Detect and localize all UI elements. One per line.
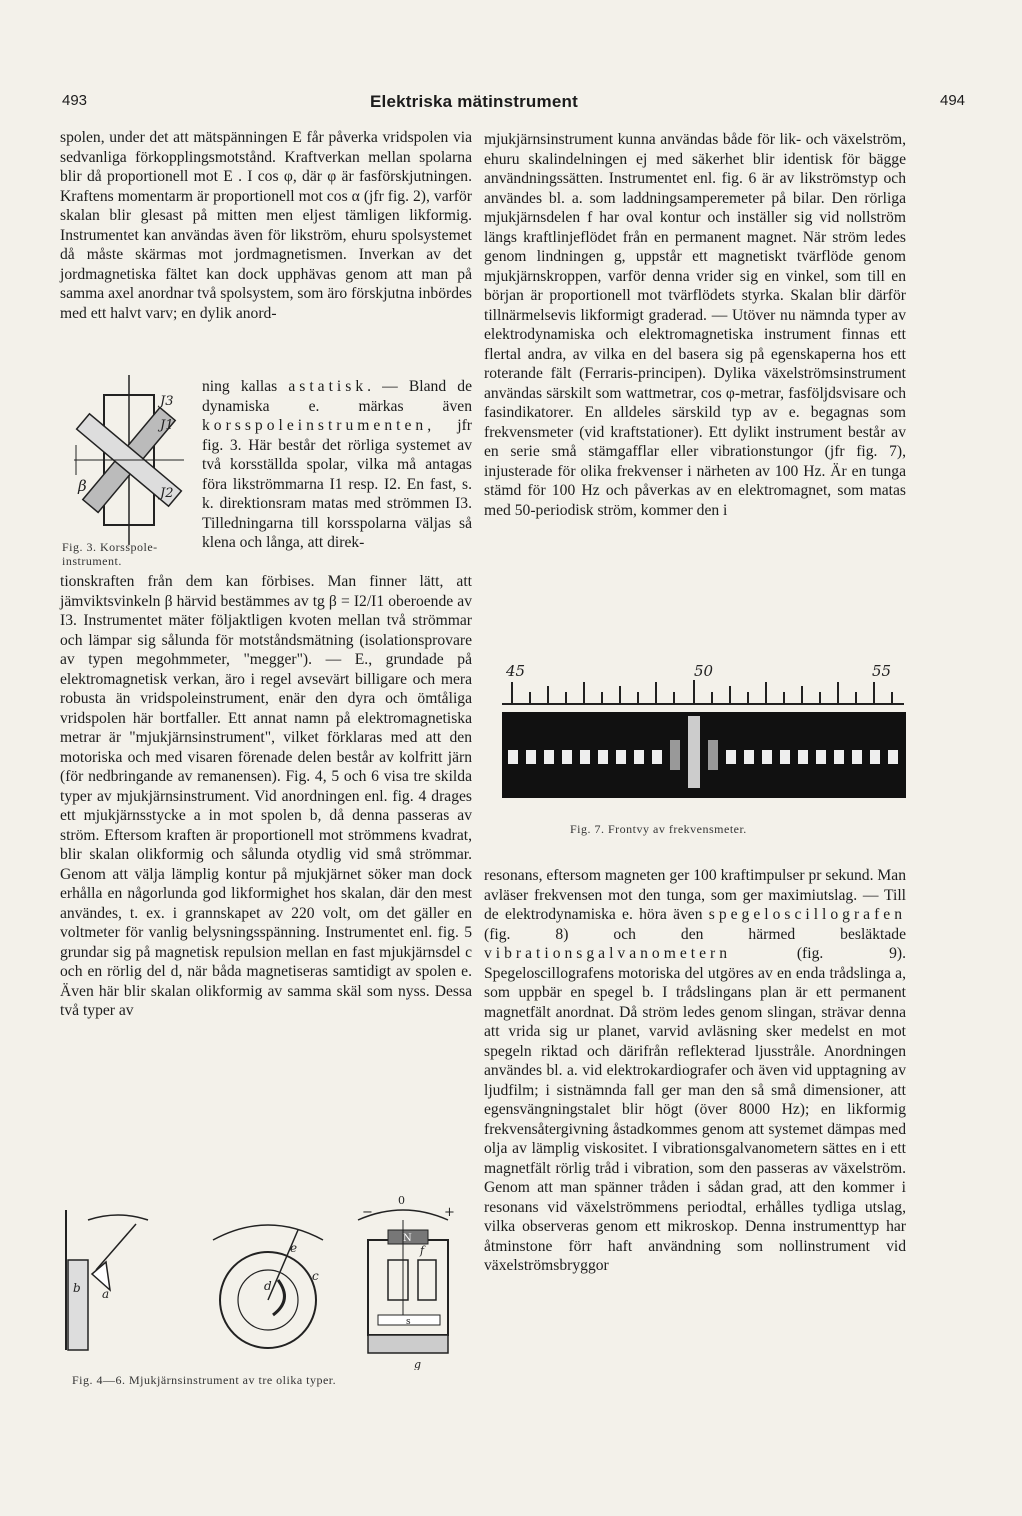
fig6-label-g: g — [414, 1358, 422, 1370]
page-number-left: 493 — [62, 92, 88, 109]
term-vibrationsgalvanometern: vibrationsgalvanometern — [484, 945, 732, 962]
fig7-frequency-meter — [484, 656, 916, 806]
fig3-label-j3: J3 — [160, 394, 174, 409]
page-number-right: 494 — [940, 92, 966, 109]
column1-wrapped — [202, 377, 472, 553]
text-run: resonans, eftersom magneten ger 100 kraftimpulser pr sekund. Man avläser frekvensen mot den tunga, som ger maximiutslag. — Till de elektrodynamiska e. höra även — [484, 867, 906, 923]
fig5-label-e: e — [290, 1241, 298, 1255]
fig5-label-c: c — [312, 1269, 319, 1283]
column1-intro — [60, 128, 472, 323]
text-run: (fig. 9). Spegeloscillografens motoriska del utgöres av en enda trådslinga a, som uppbär en spegel b. I trådslingans plan är ett permanent magnetfält anordnat. Då ström ledes genom slingan, strävar denna att vrida sig ur planet, varvid avläsning sker medelst en mot spegeln riktad och därifrån reflekterad ljusstråle. Anordningen användes bl. a. vid elektrokardiografer och även vid upptagning av ljudfilm; i sistnämnda fall ger man den så små dimensioner, att egensvängningstalet blir högt (över 8000 Hz); en likformig frekvensåtergivning åstadkommes genom att systemet dämpas med olja av lämplig viskositet. I vibrationsgalvanometern sättes en i ett magnetfält rörlig tråd i vibration, som den passeras av växelström. Genom att man spänner tråden i sådan grad, att den kommer i resonans vid växelströmmens periodtal, erhålles tydliga utslag, vilka observeras genom ett mikroskop. Denna instrumenttyp har åtminstone förr haft användning som nollinstrument vid växelströmsbryggor — [484, 945, 906, 1274]
term-spegeloscillografen: spegeloscillografen — [708, 906, 906, 923]
column1-paragraph-2 — [202, 377, 472, 553]
fig6-label-plus: + — [444, 1205, 455, 1220]
fig4-label-b: b — [73, 1281, 81, 1295]
fig6-label-s: s — [406, 1317, 411, 1327]
scale-label-45: 45 — [506, 662, 526, 680]
scale-label-50: 50 — [694, 662, 714, 680]
fig3-label-j1: J1 — [160, 418, 174, 433]
column1-paragraph-3: tionskraften från dem kan förbises. Man finner lätt, att jämviktsvinkeln β härvid bestämmes av tg β = I2/I1 oberoende av I3. Instrumentet mäter följaktligen kvoten mellan två strömmar och lämpar sig sålunda för motståndsmätning (isolationsprovare av typen megohmmeter, "megger"). — E., grundade på elektromagnetisk verkan, äro i regel avsevärt billigare och mera robusta än vridspoleinstrument, enär den dyra och ömtåliga vridspolen här bortfaller. Ett annat namn på elektromagnetiska metrar är "mjukjärnsinstrument", vilket förklaras med att den motoriska och med visaren förenade delen består av kolfritt järn (för nedbringande av remanensen). Fig. 4, 5 och 6 visa tre skilda typer av mjukjärnsinstrument. Vid anordningen enl. fig. 4 drages ett mjukjärnsstycke a in mot spolen b, då denna passeras av ström. Eftersom kraften är proportionell mot strömmens kvadrat, blir skalan olikformig och sålunda otydlig vid små strömmar. Genom att välja lämplig kontur på mjukjärnet söker man dock erhålla en någorlunda god likformighet hos skalan, där den mest användes, t. ex. i grannskapet av 220 volt, om det gäller en voltmeter för vanlig belysningsspänning. Instrumentet enl. fig. 5 grundar sig på magnetisk repulsion mellan en fast mjukjärnsdel c och en rörlig del d, när båda magnetiseras samtidigt av spolen e. Även här blir skalan olikformig av samma skäl som nyss. Dessa två typer av — [60, 573, 472, 1019]
column1-paragraph-1: spolen, under det att mätspänningen E får påverka vridspolen via sedvanliga förkopplingsmotstånd. Kraftverkan mellan spolarna blir då proportionell mot E . I cos φ, där φ är fasförskjutningen. Kraftens momentarm är proportionell mot cos α (jfr fig. 2), varför skalan blir glesast på mitten men eljest tämligen likformig. Instrumentet kan användas även för likström, ehuru spolsystemet då måste skärmas mot jordmagnetismen. Inverkan av det jordmagnetiska fältet kan dock upphävas genom att man på samma axel anordnar två spolsystem, som äro förskjutna inbördes med ett halvt varv; en dylik anord- — [60, 129, 472, 322]
scale-label-55: 55 — [872, 662, 892, 680]
column2-paragraph-2 — [484, 866, 906, 1276]
fig3-label-beta: β — [78, 477, 87, 495]
fig3-label-j2: J2 — [160, 486, 174, 501]
fig6-label-n: N — [403, 1233, 412, 1244]
fig3-caption: Fig. 3. Korsspole-instrument. — [62, 540, 158, 568]
text-run: . — Bland de dynamiska e. märkas även — [202, 378, 472, 415]
fig5-label-d: d — [264, 1279, 272, 1293]
text-run: , jfr fig. 3. Här består det rörliga systemet av två korsställda spolar, vilka må antagas föra likströmmarna I1 resp. I2. En fast, s. k. direktionsram matas med strömmen I3. Tilledningarna till korsspolarna väljas så klena och långa, att direk- — [202, 417, 472, 551]
fig7-caption: Fig. 7. Frontvy av frekvensmeter. — [570, 822, 747, 836]
term-korsspoleinstrumenten: korsspoleinstrumenten — [202, 417, 428, 434]
fig4-6-caption: Fig. 4—6. Mjukjärnsinstrument av tre olika typer. — [72, 1373, 337, 1387]
fig4-6-diagrams — [58, 1190, 478, 1370]
column2-paragraph-1: mjukjärnsinstrument kunna användas både för lik- och växelström, ehuru skalindelningen ej med säkerhet blir identisk för bägge användningssätten. Instrumentet enl. fig. 6 är av likströmstyp och användes bl. a. som laddningsamperemeter på bilar. Den rörliga mjukjärnsdelen f har oval kontur och inställer sig vid nollström längs kraftlinjeflödet från en permanent magnet. När ström ledes genom lindningen g, uppstår ett magnetiskt tvärflöde genom mjukjärnskroppen, varför denna vrider sig en vinkel, som till en början är proportionell mot tvärflödets styrka. Skalan blir därför tillnärmelsevis likformigt graderad. — Utöver nu nämnda typer av elektrodynamiska och elektromagnetiska instrument finnas ett flertal andra, av vilka en del basera sig på egenskaperna hos ett roterande fält (Ferraris-principen). Dylika växelströmsinstrument användas särskilt som wattmetrar, cos φ-metrar, fasföljdsvisare och fasindikatorer. En alldeles särskild typ av e. begagnas som frekvensmeter (vid kraftstationer). Ett dylikt instrument består av en serie små stämgafflar eller vibrationstungor (jfr fig. 7), injusterade för olika frekvenser i närheten av 100 Hz. Är en tunga stämd för 100 Hz och påverkas av en elektromagnet, som matas med 50-periodisk ström, kommer den i — [484, 131, 906, 519]
text-run: (fig. 8) och den härmed besläktade — [484, 925, 906, 943]
fig4-label-a: a — [102, 1287, 110, 1301]
text-run: ning kallas — [202, 378, 289, 395]
fig6-label-minus: − — [362, 1205, 373, 1220]
running-title: Elektriska mätinstrument — [370, 92, 578, 111]
fig6-label-f: f — [420, 1244, 425, 1257]
term-astatisk: astatisk — [288, 378, 368, 395]
fig6-label-zero: 0 — [398, 1194, 405, 1207]
column1-main — [60, 572, 472, 1021]
column2-bottom — [484, 866, 906, 1276]
scale-ticks — [512, 680, 892, 704]
column2-top — [484, 130, 906, 520]
